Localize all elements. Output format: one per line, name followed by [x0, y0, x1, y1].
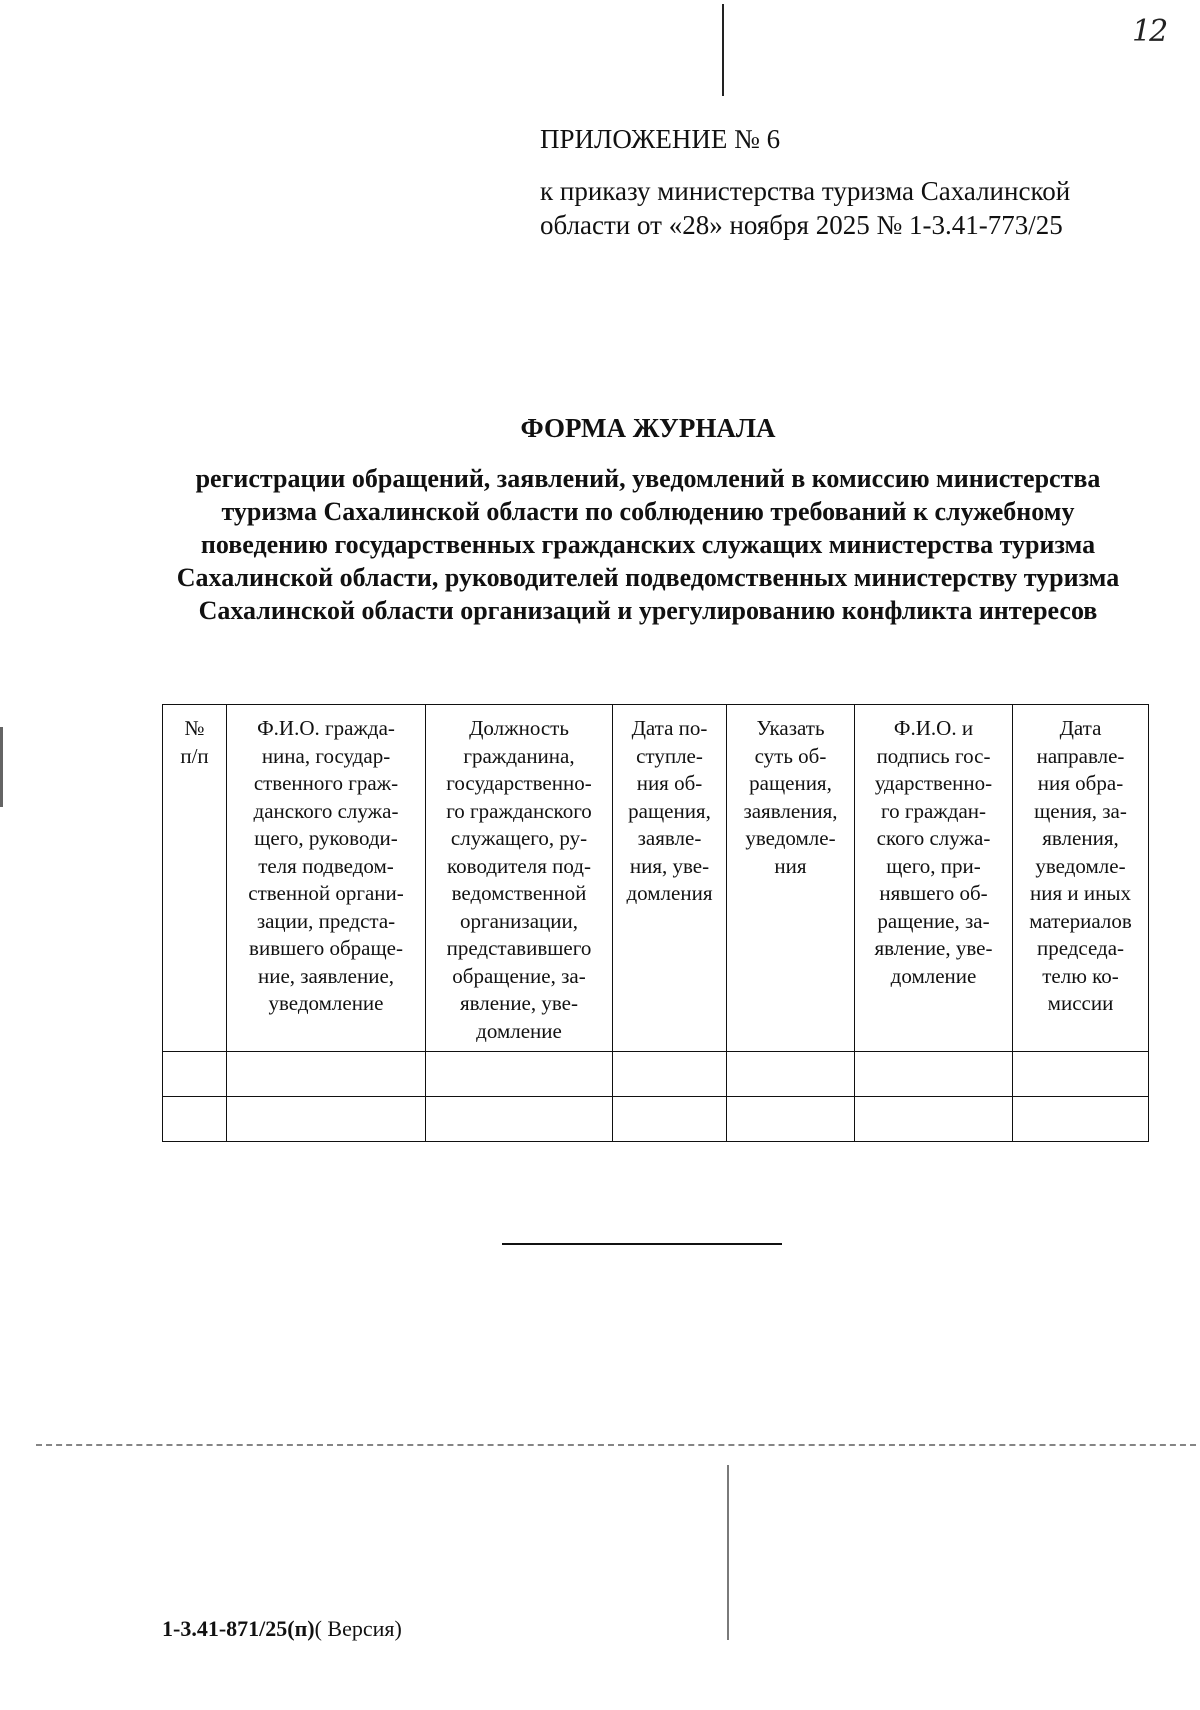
- table-header-row: [163, 705, 1149, 1052]
- table-cell: [1013, 1097, 1149, 1142]
- header-position: Должность гражданина, государственно- го гражданского служащего, ру- ководителя под- ведомственной организации, представившего обращение, за- явление, уве- домление: [426, 705, 613, 1052]
- table-cell: [163, 1052, 227, 1097]
- header-essence: Указать суть об- ращения, заявления, уведомле- ния: [727, 705, 855, 1052]
- table-cell: [613, 1097, 727, 1142]
- scan-margin-mark: [0, 727, 3, 807]
- table-cell: [227, 1052, 426, 1097]
- scan-vertical-line-top: [722, 4, 724, 96]
- appendix-title: ПРИЛОЖЕНИЕ № 6: [540, 124, 781, 154]
- document-code-number: 1-3.41-871/25(п): [162, 1616, 315, 1641]
- table-cell: [727, 1097, 855, 1142]
- header-fio-receiver: Ф.И.О. и подпись гос- ударственно- го граждан- ского служа- щего, при- нявшего об- ращение, за- явление, уве- домление: [855, 705, 1013, 1052]
- form-title: ФОРМА ЖУРНАЛА: [520, 413, 776, 443]
- table-cell: [227, 1097, 426, 1142]
- document-version: ( Версия): [314, 1616, 402, 1641]
- table-cell: [727, 1052, 855, 1097]
- table-row: [163, 1052, 1149, 1097]
- scan-dashed-line: [36, 1444, 1196, 1446]
- divider-line: [502, 1243, 782, 1245]
- form-subtitle: регистрации обращений, заявлений, уведомлений в комиссию министерства туризма Сахалинской области по соблюдению требований к служебному поведению государственных гражданских служащих министерства туризма Сахалинской области, руководителей подведомственных министерству туризма Сахалинской области организаций и урегулированию конфликта интересов: [176, 464, 1120, 625]
- header-fio-applicant: Ф.И.О. гражда- нина, государ- ственного граж- данского служа- щего, руководи- теля подведом- ственной органи- зации, предста- вившего обраще- ние, заявление, уведомление: [227, 705, 426, 1052]
- appendix-block: [540, 122, 1120, 242]
- page-number: 12: [1132, 14, 1167, 49]
- document-code: [162, 1616, 402, 1642]
- table-cell: [426, 1097, 613, 1142]
- table-cell: [855, 1052, 1013, 1097]
- appendix-text: к приказу министерства туризма Сахалинской области от «28» ноября 2025 № 1-3.41-773/25: [540, 176, 1071, 240]
- table-cell: [163, 1097, 227, 1142]
- scan-vertical-line-bottom: [727, 1465, 729, 1640]
- table-row: [163, 1097, 1149, 1142]
- table-cell: [426, 1052, 613, 1097]
- header-number: № п/п: [163, 705, 227, 1052]
- table-cell: [613, 1052, 727, 1097]
- journal-table: [162, 704, 1149, 1142]
- table-cell: [1013, 1052, 1149, 1097]
- header-receipt-date: Дата по- ступле- ния об- ращения, заявле- ния, уве- домления: [613, 705, 727, 1052]
- header-forward-date: Дата направле- ния обра- щения, за- явления, уведомле- ния и иных материалов председа- телю ко- миссии: [1013, 705, 1149, 1052]
- table-cell: [855, 1097, 1013, 1142]
